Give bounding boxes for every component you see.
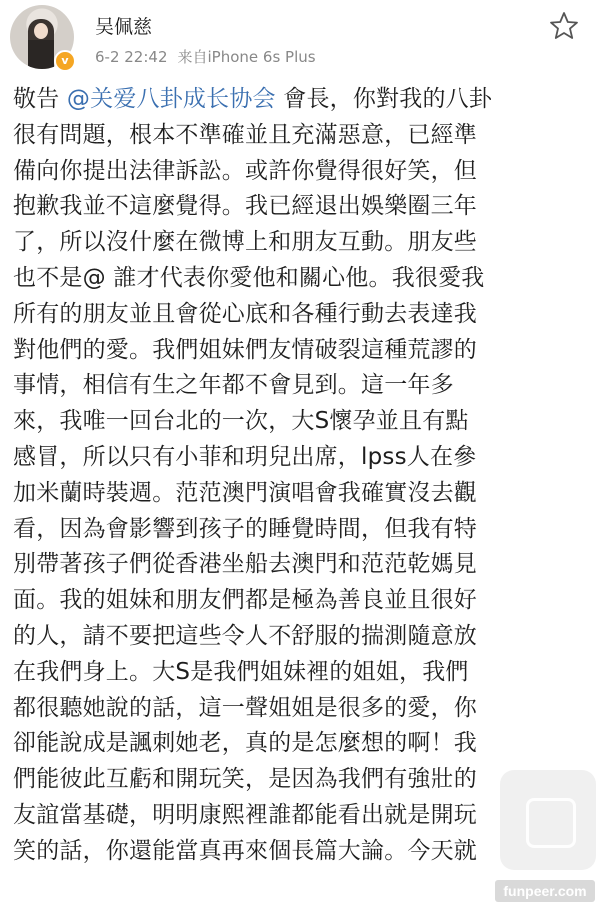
content-line: 感冒，所以只有小菲和玥兒出席，lpss人在參 xyxy=(13,443,477,470)
verified-badge-icon: v xyxy=(54,50,76,72)
watermark-site: funpeer.com xyxy=(495,880,595,902)
content-line: 也不是@ 誰才代表你愛他和關心他。我很愛我 xyxy=(13,264,485,291)
content-line: 對他們的愛。我們姐妹們友情破裂這種荒謬的 xyxy=(13,336,477,363)
mention-link[interactable]: @关爱八卦成长协会 xyxy=(66,86,276,112)
content-line: 抱歉我並不這麼覺得。我已經退出娛樂圈三年 xyxy=(13,193,477,220)
content-line: 看，因為會影響到孩子的睡覺時間，但我有特 xyxy=(13,515,477,542)
content-line: 的人，請不要把這些令人不舒服的揣測隨意放 xyxy=(13,622,477,649)
watermark-logo xyxy=(500,770,596,870)
content-line: 備向你提出法律訴訟。或許你覺得很好笑，但 xyxy=(13,157,477,184)
post-time: 6-2 22:42 xyxy=(95,48,168,66)
watermark-logo-mark xyxy=(526,798,576,848)
avatar-face xyxy=(34,23,48,39)
content-line: 友誼當基礎，明明康熙裡誰都能看出就是開玩 xyxy=(13,801,477,828)
content-line: 了，所以沒什麼在微博上和朋友互動。朋友些 xyxy=(13,229,477,256)
post-meta xyxy=(95,46,316,67)
content-line: 事情，相信有生之年都不會見到。這一年多 xyxy=(13,372,454,399)
content-suffix: 會長，你對我的八卦 xyxy=(275,86,493,112)
post-source: 来自iPhone 6s Plus xyxy=(177,48,316,66)
content-line: 所有的朋友並且會從心底和各種行動去表達我 xyxy=(13,300,477,327)
username[interactable]: 吴佩慈 xyxy=(95,16,153,38)
content-prefix: 敬告 xyxy=(13,86,67,112)
post-header xyxy=(0,0,600,80)
content-line: 面。我的姐妹和朋友們都是極為善良並且很好 xyxy=(13,587,477,614)
content-line: 都很聽她說的話，這一聲姐姐是很多的愛，你 xyxy=(13,694,477,721)
post-content xyxy=(13,82,593,870)
content-line: 在我們身上。大S是我們姐妹裡的姐姐，我們 xyxy=(13,658,469,685)
content-line: 別帶著孩子們從香港坐船去澳門和范范乾媽見 xyxy=(13,551,477,578)
content-line: 來，我唯一回台北的一次，大S懷孕並且有點 xyxy=(13,408,469,435)
content-line: 笑的話，你還能當真再來個長篇大論。今天就 xyxy=(13,837,477,864)
content-line xyxy=(13,82,593,118)
content-line: 很有問題，根本不準確並且充滿惡意，已經準 xyxy=(13,121,477,148)
content-line: 加米蘭時裝週。范范澳門演唱會我確實沒去觀 xyxy=(13,479,477,506)
content-line: 卻能說成是諷刺她老，真的是怎麼想的啊！我 xyxy=(13,730,477,757)
content-line: 們能彼此互虧和開玩笑，是因為我們有強壯的 xyxy=(13,766,477,793)
star-outline-icon[interactable] xyxy=(548,10,580,42)
